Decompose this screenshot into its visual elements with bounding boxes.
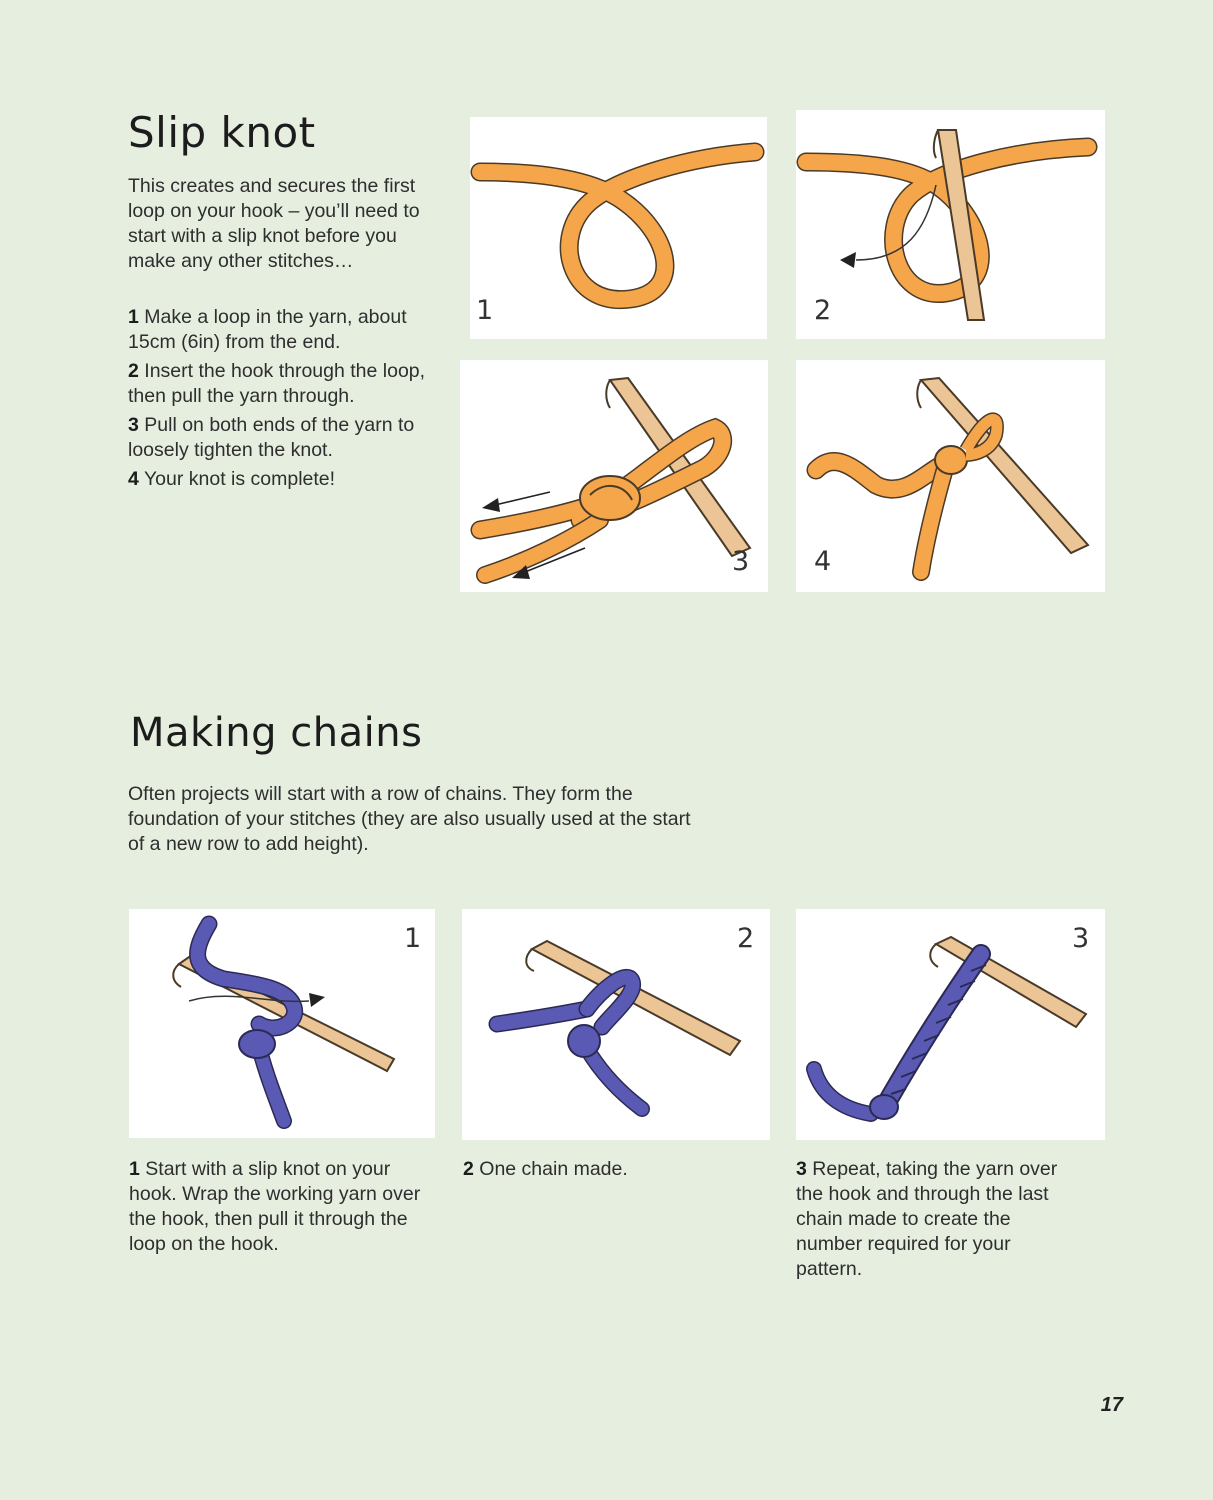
page-number: 17 [1100,1394,1123,1416]
slip-knot-illustration-3 [460,360,768,592]
finished-knot-icon [796,360,1105,592]
slip-step-2: 2 Insert the hook through the loop, then pull the yarn through. [128,360,426,407]
panel-number: 4 [814,546,832,577]
panel-number: 1 [404,923,422,954]
slip-knot-illustration-1 [470,117,767,339]
slip-knot-intro: This creates and secures the first loop on your hook – you’ll need to start with a slip knot before you make any other stitches… [128,175,420,272]
yarn-over-hook-icon [129,909,435,1138]
chain-caption-3: 3 Repeat, taking the yarn over the hook and through the last chain made to create the number required for your pattern. [796,1158,1058,1280]
chain-illustration-3 [796,909,1105,1140]
making-chains-title: Making chains [130,710,423,756]
chain-caption-1: 1 Start with a slip knot on your hook. Wrap the working yarn over the hook, then pull it through the loop on the hook. [129,1158,421,1255]
chain-caption-2: 2 One chain made. [463,1158,628,1180]
yarn-loop-icon [470,117,767,339]
panel-number: 3 [732,546,750,577]
slip-step-3: 3 Pull on both ends of the yarn to loosely tighten the knot. [128,414,415,461]
making-chains-intro: Often projects will start with a row of chains. They form the foundation of your stitches (they are also usually used at the start of a new row to add height). [128,783,691,855]
panel-number: 3 [1072,923,1090,954]
panel-number: 1 [476,295,494,326]
chain-illustration-1 [129,909,435,1138]
tightening-knot-icon [460,360,768,592]
slip-step-4: 4 Your knot is complete! [128,468,336,490]
slip-knot-title: Slip knot [128,108,316,157]
chain-illustration-2 [462,909,770,1140]
chain-row-icon [796,909,1105,1140]
slip-knot-steps [128,305,448,496]
hook-through-loop-icon [796,110,1105,339]
panel-number: 2 [737,923,755,954]
slip-knot-illustration-4 [796,360,1105,592]
slip-knot-illustration-2 [796,110,1105,339]
panel-number: 2 [814,295,832,326]
slip-step-1: 1 Make a loop in the yarn, about 15cm (6in) from the end. [128,306,407,353]
one-chain-icon [462,909,770,1140]
